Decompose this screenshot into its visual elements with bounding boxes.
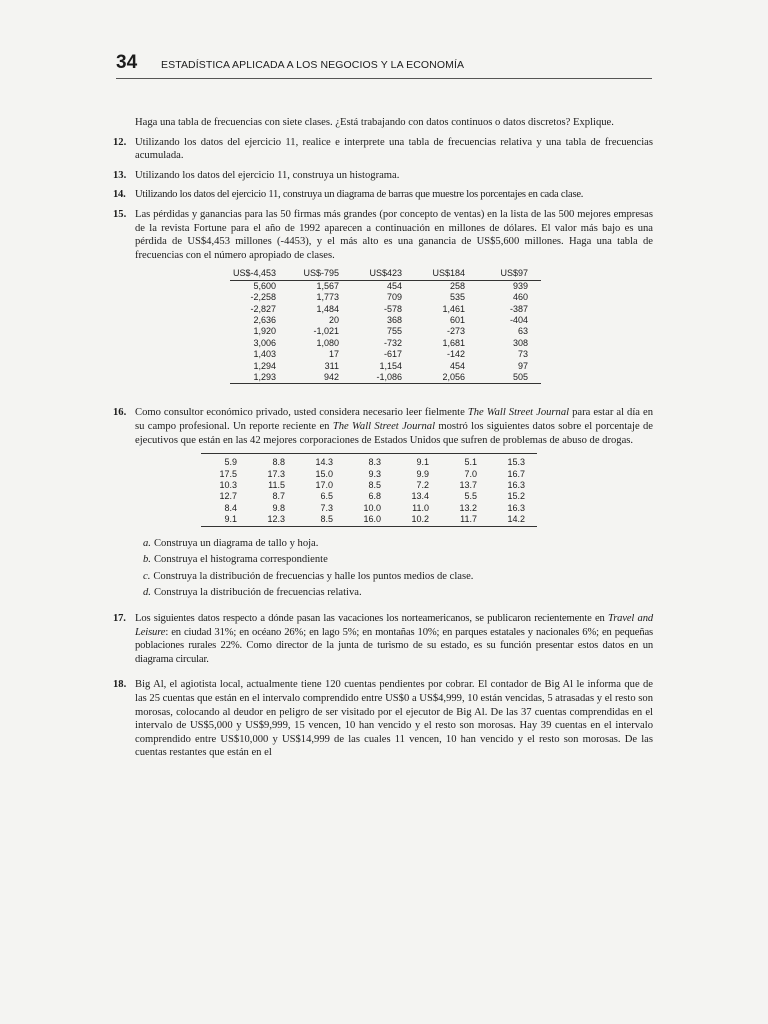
table-row [230,372,541,384]
table-header-row [230,268,541,280]
table-cell: 258 [449,280,465,291]
table-cell: 8.5 [297,514,345,526]
sub-item [113,586,653,600]
table-cell: 12.7 [219,491,237,502]
exercise-16 [113,406,653,447]
intro-paragraph: Haga una tabla de frecuencias con siete clases. ¿Está trabajando con datos continuos o datos discretos? Explique. [135,117,614,128]
table-cell: 13.2 [459,502,477,513]
table-cell: 1,773 [316,292,339,303]
table-cell: 505 [478,372,541,384]
table-cell: 8.8 [272,457,285,468]
table-cell: 9.3 [368,468,381,479]
table-cell: -273 [446,326,465,337]
table-cell: 10.2 [393,514,441,526]
table-cell: 11.0 [412,502,429,513]
table-cell: 14.2 [489,514,537,526]
table-cell: 535 [449,292,465,303]
table-cell: 20 [328,314,339,325]
table-cell: -578 [383,303,402,314]
table-row [201,469,537,480]
table-cell: 6.5 [320,491,333,502]
table-cell: 8.5 [368,480,381,490]
table-cell: 16.7 [507,468,525,479]
table-cell: -2,258 [250,292,276,303]
sub-item-text: Construya la distribución de frecuencias relativa. [153,587,362,599]
table-cell: 9.1 [416,457,429,468]
sub-item-text: Construya la distribución de frecuencias y halle los puntos medios de clase. [153,570,474,582]
table-cell: 16.0 [345,514,393,526]
sub-item-letter: b. [143,554,151,566]
sub-item-text: Construya el histograma correspondiente [153,554,328,566]
table-cell: 8.4 [224,502,237,513]
sub-item-text: Construya un diagrama de tallo y hoja. [153,537,319,549]
table-cell: 368 [386,314,402,325]
table-cell: 1,567 [316,280,339,291]
exercise-number: 14. [113,189,126,201]
table-cell: 10.0 [363,502,381,513]
table-row [230,280,541,292]
table-cell: 16.3 [507,502,525,513]
table-cell: 12.3 [249,514,297,526]
table-row [230,361,541,372]
exercise-number: 15. [113,208,127,220]
table-row [201,454,537,469]
table-cell: 454 [449,360,465,371]
table-cell: -617 [383,349,402,360]
table-header-cell: US$423 [352,268,415,280]
table-cell: 1,681 [442,337,465,348]
exercise-text: : en ciudad 31%; en océano 26%; en lago 5%; en montañas 10%; en parques estatales y nacionales 6%; en pequeñas poblaciones rurales 22%. Como director de la junta de turismo de su estado, es su función presentar estos datos en un diagrama circular. [135,626,653,665]
table-cell: 942 [289,372,352,384]
table-cell: 10.3 [219,480,237,490]
table-row [201,480,537,491]
table-cell: 1,293 [230,372,289,384]
sub-item-letter: a. [143,537,151,549]
table-cell: 9.8 [272,502,285,513]
table-header-cell: US$-795 [289,268,352,280]
exercise-13 [113,169,653,183]
table-row [201,491,537,502]
table-cell: 755 [386,326,402,337]
exercise-text: Las pérdidas y ganancias para las 50 firmas más grandes (por concepto de ventas) en la lista de las 500 mejores empresas de la revista Fortune para el año de 1992 aparecen a continuación en millones de dólares. El valor más bajo es una pérdida de US$4,453 millones (-4453), y el más alto es una ganancia de US$5,600 millones. Haga una tabla de frecuencias con el número apropiado de clases. [135,208,653,261]
table-row [230,338,541,349]
table-cell: 6.8 [368,491,381,502]
exercise-14 [113,188,653,202]
table-cell: 8.3 [368,457,381,468]
exercise-number: 18. [113,679,127,691]
table-cell: 17.3 [267,468,285,479]
exercise-text: para estar al día en su campo profesional. Un reporte reciente en [135,407,653,432]
exercise-text: Como consultor económico privado, usted considera necesario leer fielmente [135,407,468,419]
table-cell: 1,461 [442,303,465,314]
exercise-number: 16. [113,407,127,419]
table-cell: 63 [517,326,528,337]
exercise-text: Utilizando los datos del ejercicio 11, realice e interprete una tabla de frecuencias relativa y una tabla de frecuencias acumulada. [135,136,653,162]
table-cell: 5.9 [224,457,237,468]
table-cell: 16.3 [507,480,525,490]
table-header-cell: US$184 [415,268,478,280]
table-cell: 311 [324,360,339,371]
table-cell: 17.0 [315,480,333,490]
table-cell: 3,006 [253,337,276,348]
sub-item-letter: d. [143,587,151,599]
table-cell: 15.2 [507,491,525,502]
table-row [201,514,537,526]
exercise-text: Big Al, el agiotista local, actualmente tiene 120 cuentas pendientes por cobrar. El contador de Big Al le informa que de las 25 cuentas que están en el intervalo comprendido entre US$0 a US$4,999, 10 están vencidas, 5 atrasadas y el resto son morosas, colocando al deudor en peligro de ser visitado por el ejecutor de Big Al. De las 37 cuentas comprendidas en el intervalo de US$5,000 y US$9,999, 15 vencen, 10 han vencido y el resto son morosas. Hay 39 cuentas en el intervalo comprendido entre US$10,000 y US$14,999 de las cuales 11 vencen, 10 han vencido y el resto son morosas. De las cuentas restantes que están en el [135,679,653,759]
running-title: ESTADÍSTICA APLICADA A LOS NEGOCIOS Y LA ECONOMÍA [161,59,465,71]
page-number: 34 [116,52,138,73]
sub-item [113,537,653,551]
exercise-text: mostró los siguientes datos sobre el porcentaje de ejecutivos que están en las 42 mejores corporaciones de Estados Unidos que sufren de problemas de abuso de drogas. [135,421,653,446]
table-cell: 15.3 [507,457,525,468]
table-cell: 460 [512,292,528,303]
exercise-18 [113,678,653,760]
table-cell: -387 [509,303,528,314]
table-cell: 1,154 [379,360,402,371]
exercise-12 [113,136,653,163]
table-cell: -1,086 [352,372,415,384]
table-cell: 7.0 [464,468,477,479]
table-cell: 601 [449,314,465,325]
exercise-text: Los siguientes datos respecto a dónde pasan las vacaciones los norteamericanos, se publicaron recientemente en [135,613,609,624]
exercise-text: Utilizando los datos del ejercicio 11, construya un histograma. [135,169,400,181]
table-cell: 13.7 [459,480,477,490]
table-cell: 1,080 [316,337,339,348]
exercise-number: 17. [113,613,126,624]
table-row [201,503,537,514]
table-cell: -732 [383,337,402,348]
page-body [113,116,653,766]
table-cell: 5,600 [253,280,276,291]
page-header [116,54,652,79]
table-cell: 1,484 [316,303,339,314]
table-cell: 2,636 [253,314,276,325]
table-row [230,349,541,360]
table-cell: 17 [328,349,339,360]
sub-item [113,553,653,567]
drug-abuse-table [201,453,537,526]
table-cell: 709 [386,292,402,303]
table-cell: -404 [509,314,528,325]
table-cell: 97 [517,360,528,371]
table-cell: 2,056 [415,372,478,384]
publication-title: Travel and Leisure [135,613,653,638]
table-row [230,304,541,315]
profit-loss-table [230,268,541,384]
table-cell: 73 [517,349,528,360]
table-cell: 308 [512,337,528,348]
table-row [230,292,541,303]
publication-title: The Wall Street Journal [467,407,570,419]
exercise-15 [113,208,653,262]
table-cell: 11.7 [441,514,489,526]
table-cell: 14.3 [315,457,333,468]
sub-item [113,570,653,584]
sub-item-letter: c. [143,570,151,582]
table-cell: 7.2 [416,480,429,490]
table-row [230,326,541,337]
table-cell: -2,827 [250,303,276,314]
table-cell: 1,920 [253,326,276,337]
exercise-17 [113,612,653,666]
table-cell: 7.3 [320,502,333,513]
table-cell: 8.7 [272,491,285,502]
table-header-cell: US$-4,453 [230,268,289,280]
table-cell: 939 [512,280,528,291]
exercise-number: 12. [113,136,127,148]
table-cell: 15.0 [315,468,333,479]
exercise-text: Utilizando los datos del ejercicio 11, construya un diagrama de barras que muestre los porcentajes en cada clase. [135,189,584,201]
table-row [230,315,541,326]
publication-title: The Wall Street Journal [332,421,436,432]
table-cell: 17.5 [219,468,237,479]
table-cell: 9.9 [416,468,429,479]
table-cell: 5.1 [464,457,477,468]
table-cell: 454 [386,280,402,291]
table-cell: -142 [446,349,465,360]
table-cell: 13.4 [411,491,429,502]
table-cell: 5.5 [464,491,477,502]
table-header-cell: US$97 [478,268,541,280]
exercise-number: 13. [113,169,127,181]
table-cell: -1,021 [313,326,339,337]
exercise-16-subitems [113,537,653,600]
table-cell: 11.5 [268,480,285,490]
table-cell: 9.1 [201,514,249,526]
table-cell: 1,403 [253,349,276,360]
table-cell: 1,294 [253,360,276,371]
